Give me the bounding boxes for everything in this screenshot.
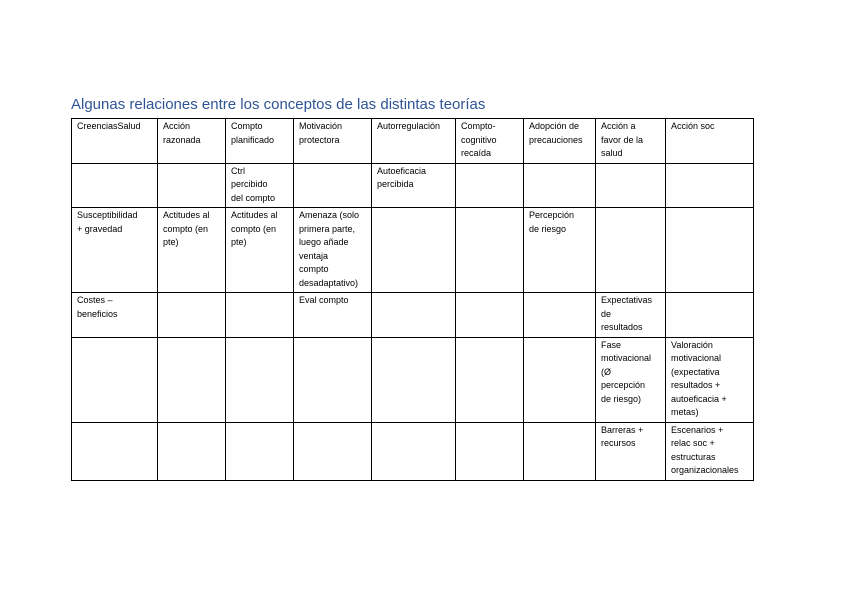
- table-cell: Fase motivacional (Ø percepción de riesgo): [596, 337, 666, 422]
- document-title: Algunas relaciones entre los conceptos de las distintas teorías: [71, 96, 486, 113]
- table-cell: [456, 208, 524, 293]
- table-cell: [158, 163, 226, 208]
- table-cell: [294, 337, 372, 422]
- table-cell: Costes – beneficios: [72, 293, 158, 338]
- table-cell: Autoeficacia percibida: [372, 163, 456, 208]
- table-cell: [226, 293, 294, 338]
- table-cell: [524, 293, 596, 338]
- header-accion-favor-salud: Acción a favor de la salud: [596, 119, 666, 164]
- table-cell: [158, 293, 226, 338]
- table-row: [72, 293, 754, 338]
- table-cell: [456, 163, 524, 208]
- table-cell: Ctrl percibido del compto: [226, 163, 294, 208]
- table-cell: [72, 422, 158, 480]
- table-cell: [666, 293, 754, 338]
- table-cell: [372, 293, 456, 338]
- table-cell: [294, 422, 372, 480]
- table-cell: Expectativas de resultados: [596, 293, 666, 338]
- table-cell: Escenarios + relac soc + estructuras organizacionales: [666, 422, 754, 480]
- table-row: [72, 163, 754, 208]
- table-cell: Valoración motivacional (expectativa resultados + autoeficacia + metas): [666, 337, 754, 422]
- table-cell: Actitudes al compto (en pte): [158, 208, 226, 293]
- table-row: [72, 337, 754, 422]
- table-cell: [666, 163, 754, 208]
- table-cell: [596, 163, 666, 208]
- table-cell: Actitudes al compto (en pte): [226, 208, 294, 293]
- table-cell: Amenaza (solo primera parte, luego añade ventaja compto desadaptativo): [294, 208, 372, 293]
- table-cell: [226, 337, 294, 422]
- table-cell: [456, 422, 524, 480]
- table-cell: [158, 422, 226, 480]
- table-cell: [456, 337, 524, 422]
- table-cell: Percepción de riesgo: [524, 208, 596, 293]
- table-cell: [294, 163, 372, 208]
- table-cell: [372, 337, 456, 422]
- table-cell: Susceptibilidad + gravedad: [72, 208, 158, 293]
- header-compto-planificado: Compto planificado: [226, 119, 294, 164]
- table-cell: [524, 163, 596, 208]
- table-row: [72, 208, 754, 293]
- table-cell: [596, 208, 666, 293]
- header-creencias-salud: CreenciasSalud: [72, 119, 158, 164]
- table-header-row: [72, 119, 754, 164]
- relations-table: [71, 118, 754, 481]
- table-cell: [372, 208, 456, 293]
- table-cell: [524, 337, 596, 422]
- table-cell: [226, 422, 294, 480]
- table-cell: [524, 422, 596, 480]
- header-accion-soc: Acción soc: [666, 119, 754, 164]
- table-row: [72, 422, 754, 480]
- header-adopcion-precauciones: Adopción de precauciones: [524, 119, 596, 164]
- table-cell: Eval compto: [294, 293, 372, 338]
- table-cell: Barreras + recursos: [596, 422, 666, 480]
- table-cell: [72, 337, 158, 422]
- table-cell: [72, 163, 158, 208]
- header-autorregulacion: Autorregulación: [372, 119, 456, 164]
- header-accion-razonada: Acción razonada: [158, 119, 226, 164]
- table-cell: [666, 208, 754, 293]
- table-cell: [158, 337, 226, 422]
- table-cell: [372, 422, 456, 480]
- header-compto-cognitivo-recaida: Compto- cognitivo recaída: [456, 119, 524, 164]
- table-cell: [456, 293, 524, 338]
- header-motivacion-protectora: Motivación protectora: [294, 119, 372, 164]
